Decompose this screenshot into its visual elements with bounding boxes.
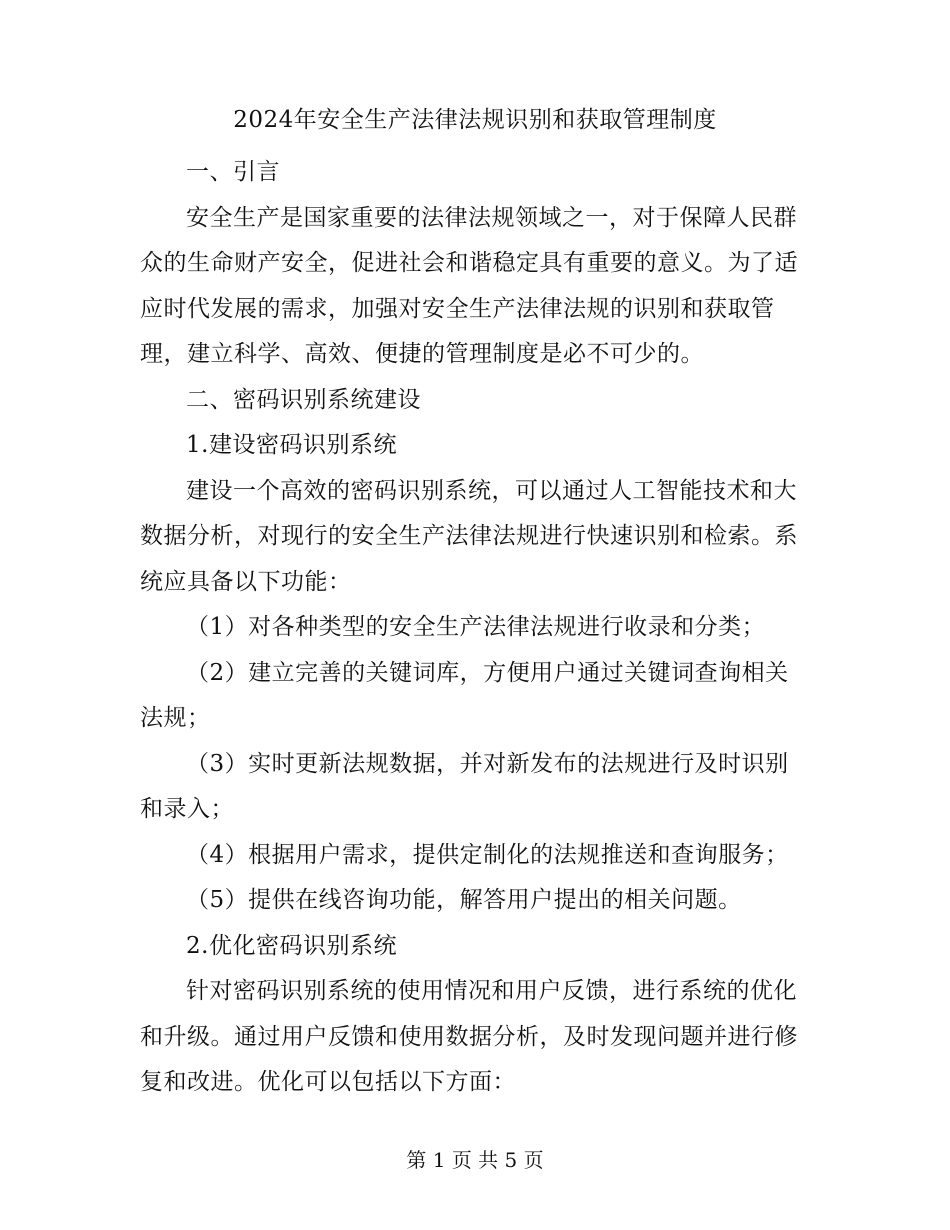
build-paragraph: 建设一个高效的密码识别系统，可以通过人工智能技术和大数据分析，对现行的安全生产法律法规进行快速识别和检索。系统应具备以下功能： bbox=[140, 477, 798, 595]
document-title: 2024年安全生产法律法规识别和获取管理制度 bbox=[233, 107, 717, 133]
list-item: （5）提供在线咨询功能，解答用户提出的相关问题。 bbox=[186, 887, 742, 913]
intro-paragraph: 安全生产是国家重要的法律法规领域之一，对于保障人民群众的生命财产安全，促进社会和谐稳定具有重要的意义。为了适应时代发展的需求，加强对安全生产法律法规的识别和获取管理，建立科学、高效、便捷的管理制度是必不可少的。 bbox=[140, 204, 798, 367]
subsection-heading-build: 1.建设密码识别系统 bbox=[186, 432, 397, 458]
page-footer: 第 1 页 共 5 页 bbox=[406, 1148, 544, 1172]
document-body bbox=[140, 150, 812, 1106]
list-item: （4）根据用户需求，提供定制化的法规推送和查询服务； bbox=[186, 841, 789, 868]
section-heading-intro: 一、引言 bbox=[186, 159, 280, 185]
list-item: （1）对各种类型的安全生产法律法规进行收录和分类； bbox=[186, 614, 766, 640]
list-item: （2）建立完善的关键词库，方便用户通过关键词查询相关法规； bbox=[140, 659, 789, 731]
list-item: （3）实时更新法规数据，并对新发布的法规进行及时识别和录入； bbox=[140, 750, 789, 822]
subsection-heading-optimize: 2.优化密码识别系统 bbox=[186, 932, 397, 959]
section-heading-system: 二、密码识别系统建设 bbox=[186, 386, 421, 413]
optimize-paragraph: 针对密码识别系统的使用情况和用户反馈，进行系统的优化和升级。通过用户反馈和使用数据分析，及时发现问题并进行修复和改进。优化可以包括以下方面： bbox=[140, 978, 798, 1095]
